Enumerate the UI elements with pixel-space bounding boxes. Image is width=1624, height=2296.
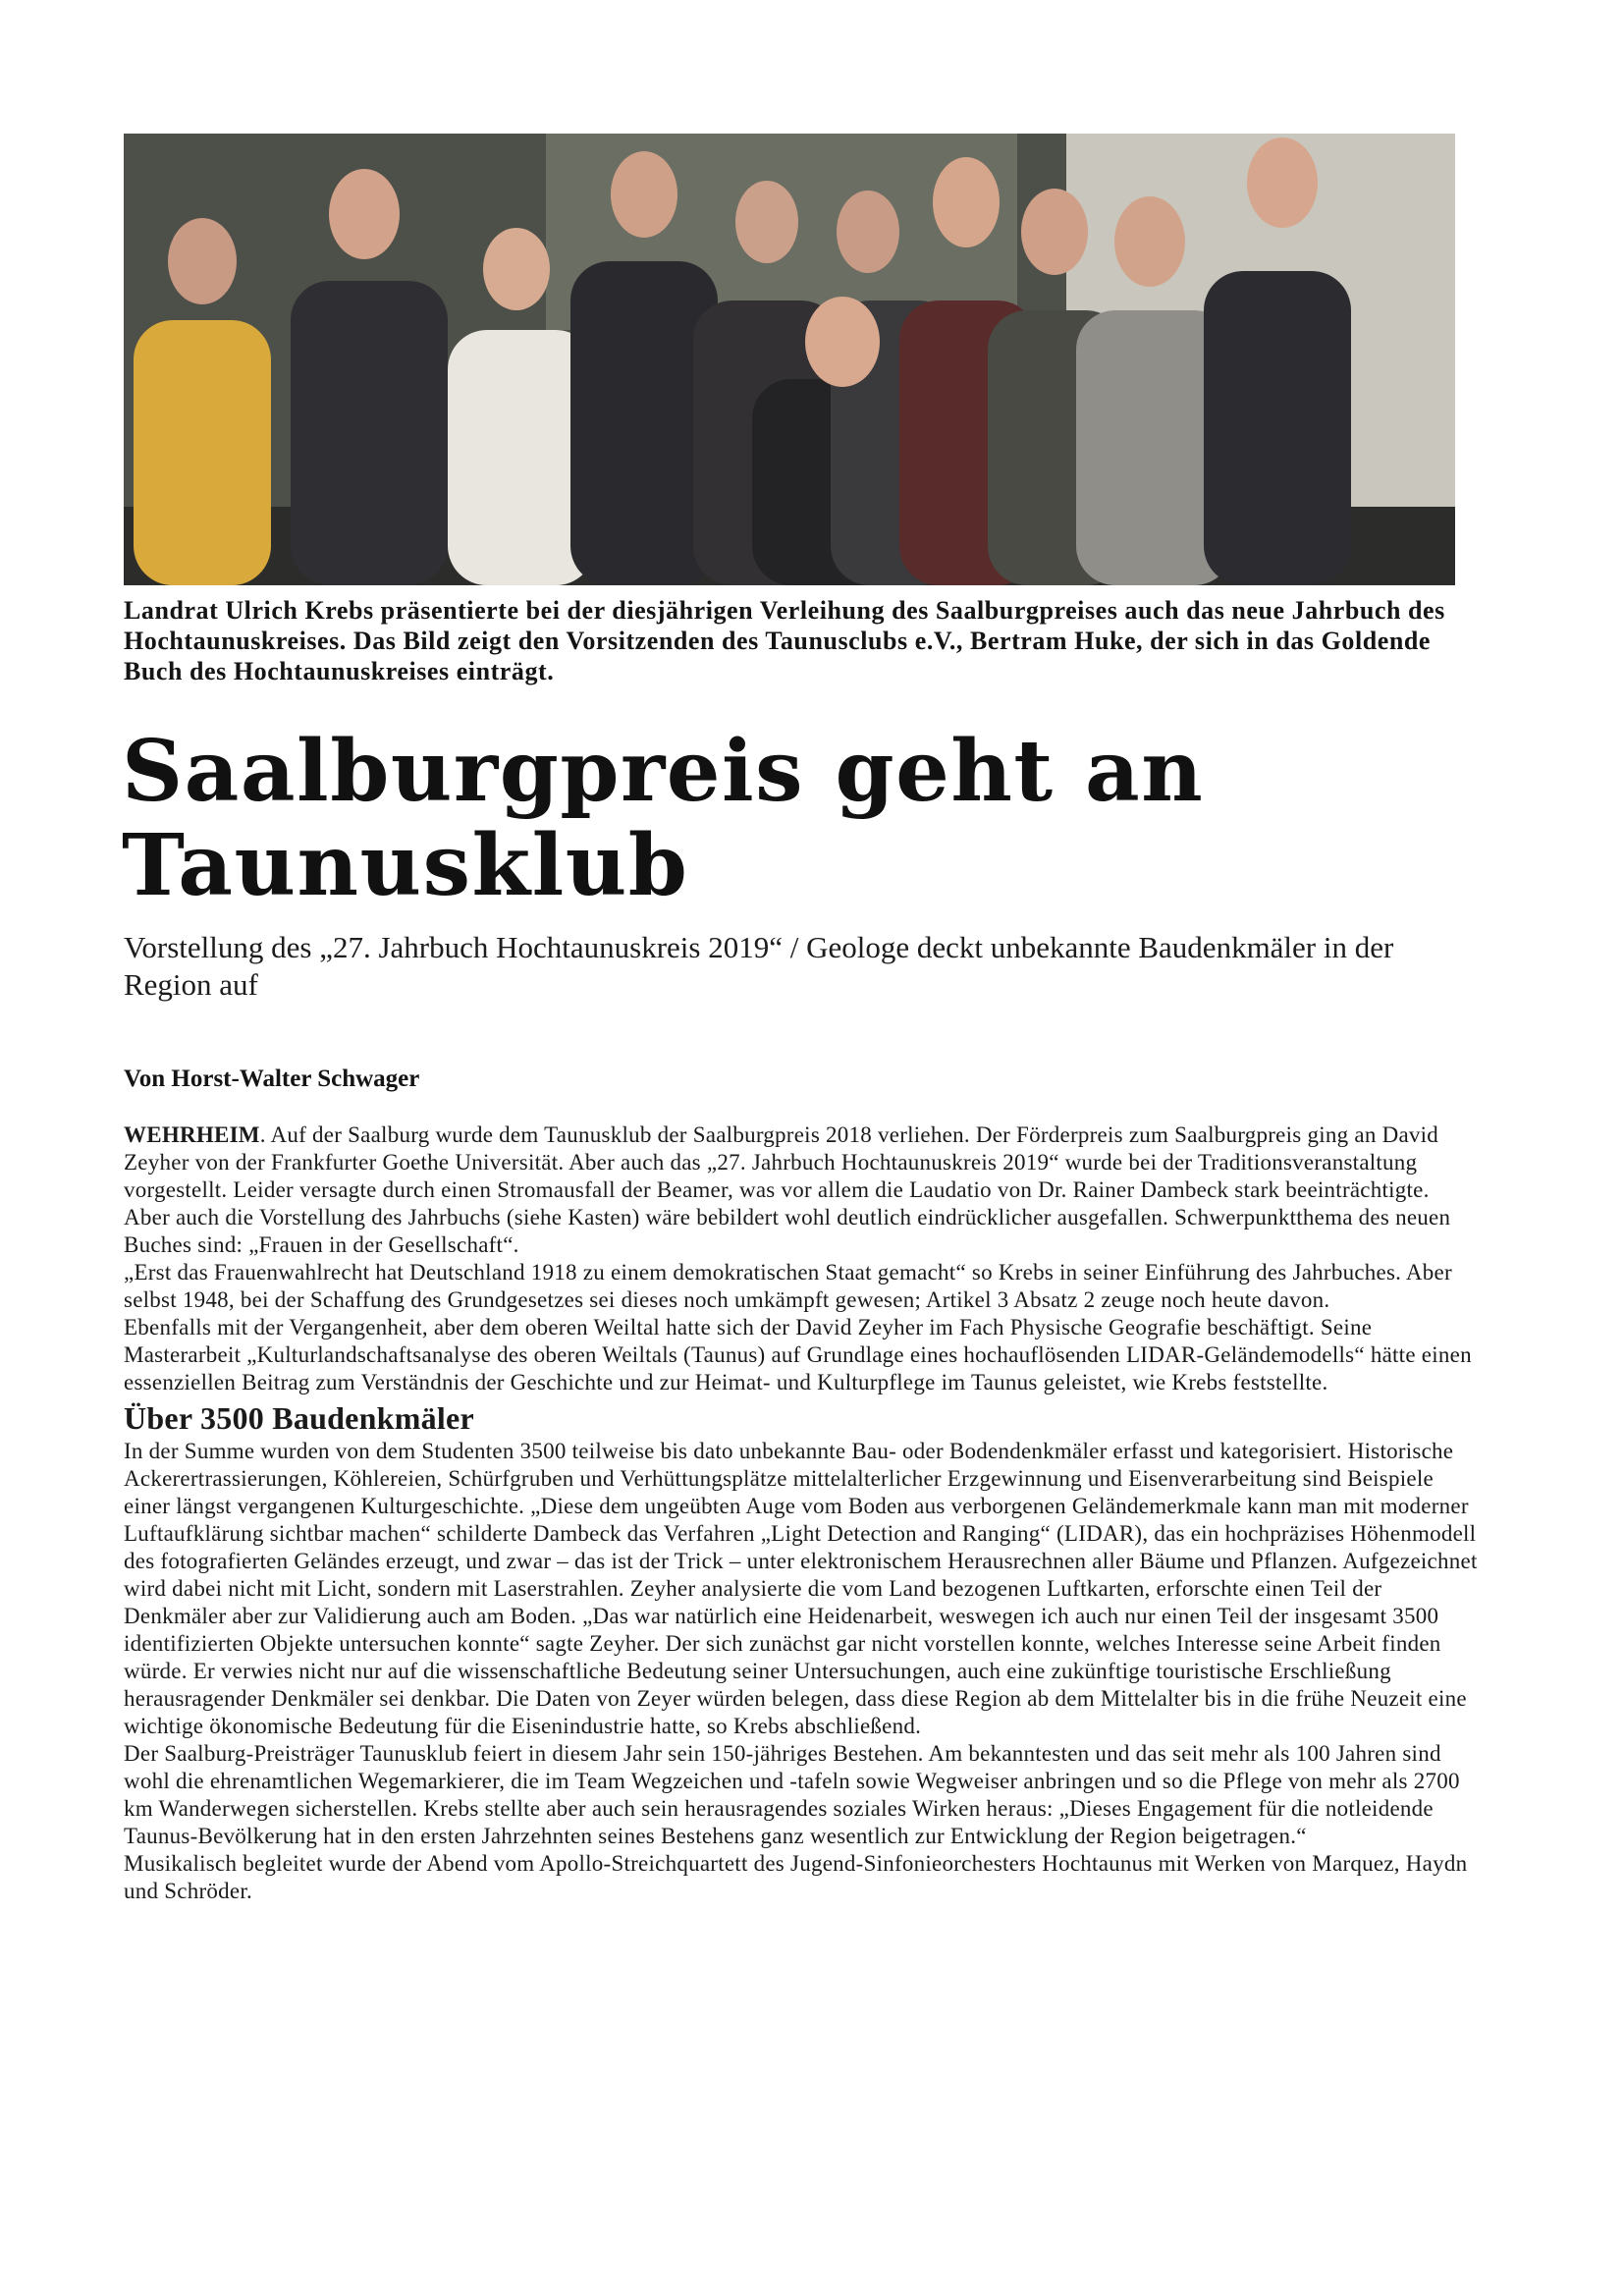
article-body	[124, 1121, 1479, 1905]
paragraph-2: „Erst das Frauenwahlrecht hat Deutschland 1918 zu einem demokratischen Staat gemacht“ so Krebs in seiner Einführung des Jahrbuches. Aber selbst 1948, bei der Schaffung des Grundgesetzes sei dieses noch umkämpft gewesen; Artikel 3 Absatz 2 zeuge noch heute davon.	[124, 1260, 1452, 1312]
dateline: WEHRHEIM	[124, 1122, 260, 1147]
paragraph-4: In der Summe wurden von dem Studenten 3500 teilweise bis dato unbekannte Bau- oder Bodendenkmäler erfasst und kategorisiert. Historische Ackerertrassierungen, Köhlereien, Schürfgruben und Verhüttungsplätze mittelalterlicher Erzgewinnung und Eisenverarbeitung sind Beispiele einer längst vergangenen Kulturgeschichte. „Diese dem ungeübten Auge vom Boden aus verborgenen Geländemerkmale kann man mit moderner Luftaufklärung sichtbar machen“ schilderte Dambeck das Verfahren „Light Detection and Ranging“ (LIDAR), das ein hochpräzises Höhenmodell des fotografierten Geländes erzeugt, und zwar – das ist der Trick – unter elektronischem Herausrechnen aller Bäume und Pflanzen. Aufgezeichnet wird dabei nicht mit Licht, sondern mit Laserstrahlen. Zeyher analysierte die vom Land bezogenen Luftkarten, erforschte einen Teil der Denkmäler aber zur Validierung auch am Boden. „Das war natürlich eine Heidenarbeit, weswegen ich auch nur einen Teil der insgesamt 3500 identifizierten Objekte untersuchen konnte“ sagte Zeyher. Der sich zunächst gar nicht vorstellen konnte, welches Interesse seine Arbeit finden würde. Er verwies nicht nur auf die wissenschaftliche Bedeutung seiner Untersuchungen, auch eine zukünftige touristische Erschließung herausragender Denkmäler sei denkbar. Die Daten von Zeyer würden belegen, dass diese Region ab dem Mittelalter bis in die frühe Neuzeit eine wichtige ökonomische Bedeutung für die Eisenindustrie hatte, so Krebs abschließend.	[124, 1439, 1478, 1738]
paragraph-1	[124, 1121, 1479, 1259]
paragraph-3: Ebenfalls mit der Vergangenheit, aber dem oberen Weiltal hatte sich der David Zeyher im Fach Physische Geografie beschäftigt. Seine Masterarbeit „Kulturlandschaftsanalyse des oberen Weiltals (Taunus) auf Grundlage eines hochauflösenden LIDAR-Geländemodells“ hätte einen essenziellen Beitrag zum Verständnis der Geschichte und zur Heimat- und Kulturpflege im Taunus geleistet, wie Krebs feststellte.	[124, 1315, 1472, 1394]
group-photo-icon	[124, 134, 1455, 585]
paragraph-6: Musikalisch begleitet wurde der Abend vom Apollo-Streichquartett des Jugend-Sinfonieorchesters Hochtaunus mit Werken von Marquez, Haydn und Schröder.	[124, 1851, 1468, 1903]
section-heading: Über 3500 Baudenkmäler	[124, 1400, 474, 1436]
group-photo	[124, 134, 1455, 585]
byline: Von Horst-Walter Schwager	[124, 1066, 420, 1092]
photo-caption: Landrat Ulrich Krebs präsentierte bei der diesjährigen Verleihung des Saalburgpreises auch das neue Jahrbuch des Hochtaunuskreises. Das Bild zeigt den Vorsitzenden des Taunusclubs e.V., Bertram Huke, der sich in das Goldende Buch des Hochtaunuskreises einträgt.	[124, 596, 1445, 685]
headline: Saalburgpreis geht an Taunusklub	[122, 722, 1205, 915]
paragraph-5: Der Saalburg-Preisträger Taunusklub feiert in diesem Jahr sein 150-jähriges Bestehen. Am bekanntesten und das seit mehr als 100 Jahren sind wohl die ehrenamtlichen Wegemarkierer, die im Team Wegzeichen und -tafeln sowie Wegweiser anbringen und so die Pflege von mehr als 2700 km Wanderwegen sicherstellen. Krebs stellte aber auch sein herausragendes soziales Wirken heraus: „Dieses Engagement für die notleidende Taunus-Bevölkerung hat in den ersten Jahrzehnten seines Bestehens ganz wesentlich zur Entwicklung der Region beigetragen.“	[124, 1741, 1460, 1848]
paragraph-1-text: . Auf der Saalburg wurde dem Taunusklub der Saalburgpreis 2018 verliehen. Der Förderpreis zum Saalburgpreis ging an David Zeyher von der Frankfurter Goethe Universität. Aber auch das „27. Jahrbuch Hochtaunuskreis 2019“ wurde bei der Traditionsveranstaltung vorgestellt. Leider versagte durch einen Stromausfall der Beamer, was vor allem die Laudatio von Dr. Rainer Dambeck stark beeinträchtigte. Aber auch die Vorstellung des Jahrbuchs (siehe Kasten) wäre bebildert wohl deutlich eindrücklicher ausgefallen. Schwerpunktthema des neuen Buches sind: „Frauen in der Gesellschaft“.	[124, 1122, 1451, 1257]
subtitle: Vorstellung des „27. Jahrbuch Hochtaunuskreis 2019“ / Geologe deckt unbekannte Baudenkmäler in der Region auf	[124, 930, 1394, 1002]
